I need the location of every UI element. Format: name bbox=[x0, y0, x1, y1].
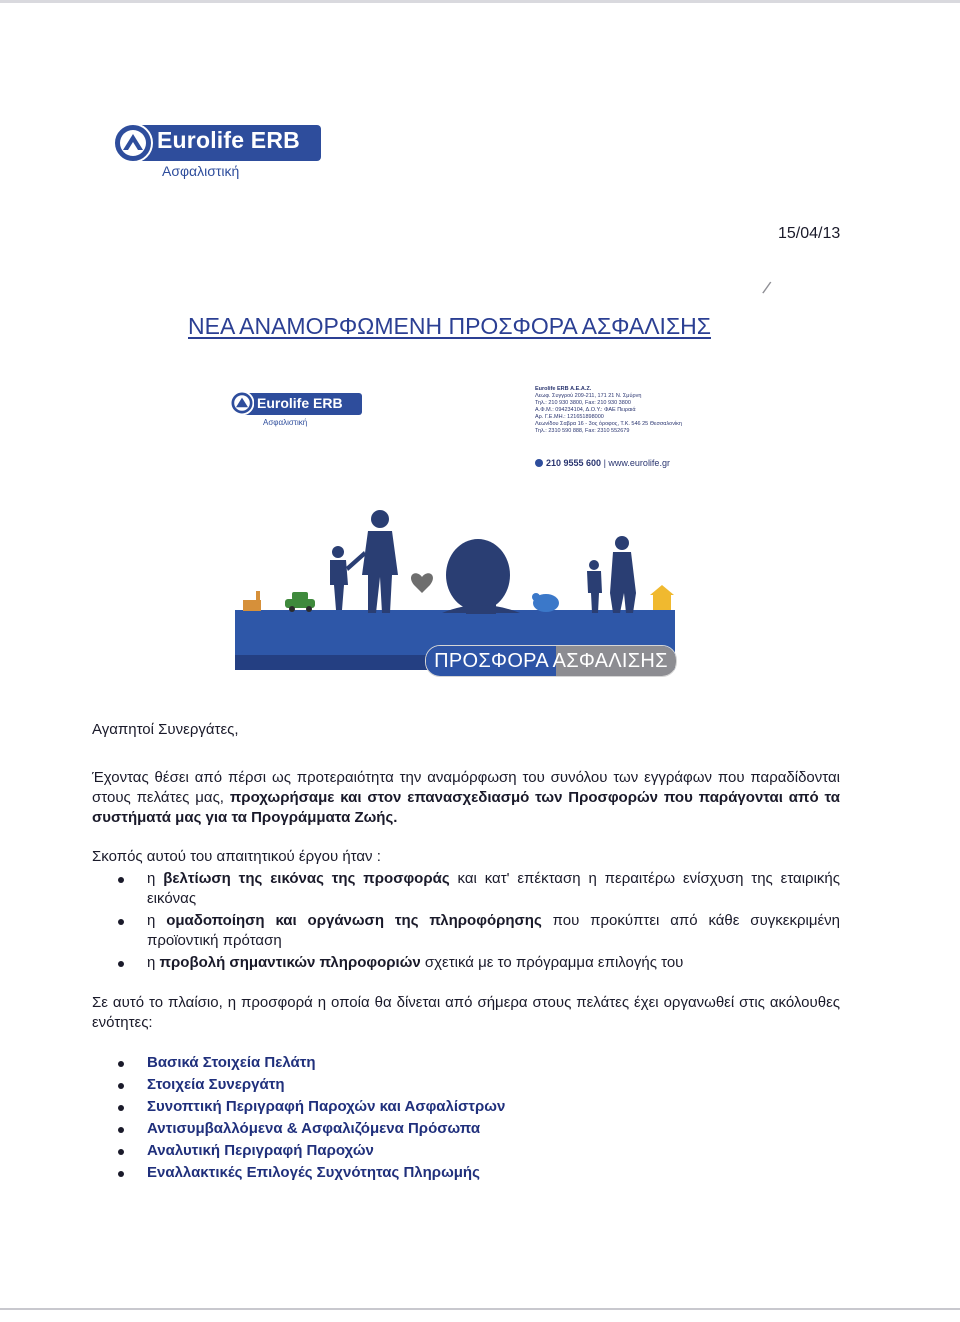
section-label: Εναλλακτικές Επιλογές Συχνότητας Πληρωμής bbox=[147, 1164, 480, 1181]
contact-line: Τηλ.: 210 930 3800, Fax: 210 930 3800 bbox=[535, 400, 631, 406]
document-date: 15/04/13 bbox=[778, 225, 841, 242]
head-silhouette bbox=[442, 539, 520, 614]
mother-child-silhouette bbox=[587, 536, 636, 613]
bullet-icon bbox=[118, 1149, 124, 1155]
bullet-icon bbox=[118, 1127, 124, 1133]
greeting: Αγαπητοί Συνεργάτες, bbox=[92, 721, 239, 738]
list-item bbox=[147, 1163, 847, 1183]
intro-paragraph bbox=[92, 768, 840, 828]
contact-line: Τηλ.: 2310 590 888, Fax: 2310 552679 bbox=[535, 428, 630, 434]
list-item bbox=[147, 1075, 847, 1095]
intro-bold-text: προχωρήσαμε και στον επανασχεδιασμό των Προσφορών που παράγονται από τα συστήματά μας για τα Προγράμματα Ζωής. bbox=[92, 789, 840, 826]
contact-block bbox=[535, 386, 705, 468]
contact-line: Αρ. Γ.Ε.ΜΗ.: 121651898000 bbox=[535, 414, 604, 420]
website-link[interactable]: www.eurolife.gr bbox=[608, 458, 670, 468]
bullet-icon bbox=[118, 961, 124, 967]
bullet-icon bbox=[118, 919, 124, 925]
contact-line: Eurolife ERB Α.Ε.Α.Ζ. bbox=[535, 386, 592, 392]
list-item bbox=[147, 953, 840, 973]
bullet-icon bbox=[118, 877, 124, 883]
logo-subtitle: Ασφαλιστική bbox=[162, 163, 240, 179]
scope-title: Σκοπός αυτού του απαιτητικού έργου ήταν : bbox=[92, 848, 381, 865]
list-item bbox=[147, 1053, 847, 1073]
car-icon bbox=[285, 592, 315, 612]
scan-edge-bottom bbox=[0, 1308, 960, 1310]
eurolife-emblem-icon bbox=[113, 123, 153, 163]
section-label: Στοιχεία Συνεργάτη bbox=[147, 1076, 285, 1093]
contact-line: Λεωνίδου Σαβρα 16 - 3ος όροφος, Τ.Κ. 546 25 Θεσσαλονίκη bbox=[535, 421, 682, 427]
scan-edge-top bbox=[0, 0, 960, 3]
aims-list bbox=[147, 869, 840, 975]
cover-emblem-icon bbox=[230, 391, 254, 415]
cover-logo-name: Eurolife ERB bbox=[257, 395, 343, 411]
badge-text: ΠΡΟΣΦΟΡΑ ΑΣΦΑΛΙΣΗΣ bbox=[434, 650, 668, 672]
sections-intro-paragraph: Σε αυτό το πλαίσιο, η προσφορά η οποία θα δίνεται από σήμερα στους πελάτες έχει οργανωθεί στις ακόλουθες ενότητες: bbox=[92, 994, 840, 1031]
aim-prefix: η bbox=[147, 912, 167, 929]
phone-number: 210 9555 600 bbox=[546, 458, 602, 468]
aim-rest: και κατ' επέκταση η περαιτέρω ενίσχυση της εταιρικής εικόνας bbox=[147, 870, 840, 907]
brochure-cover bbox=[230, 380, 690, 690]
cover-logo bbox=[230, 390, 365, 432]
father-child-silhouette bbox=[330, 510, 398, 613]
sections-list bbox=[147, 1053, 847, 1185]
list-item bbox=[147, 1097, 847, 1117]
list-item bbox=[147, 869, 840, 909]
aim-bold: προβολή σημαντικών πληροφοριών bbox=[159, 954, 421, 971]
scan-mark: / bbox=[760, 277, 773, 299]
piggy-bank-icon bbox=[532, 593, 559, 612]
list-item bbox=[147, 911, 840, 951]
heart-icon bbox=[411, 573, 433, 593]
bullet-icon bbox=[118, 1171, 124, 1177]
company-logo bbox=[113, 123, 323, 183]
aim-bold: βελτίωση της εικόνας της προσφοράς bbox=[163, 870, 450, 887]
offer-badge bbox=[425, 645, 677, 677]
bullet-icon bbox=[118, 1061, 124, 1067]
aim-rest: σχετικά με το πρόγραμμα επιλογής του bbox=[420, 954, 684, 971]
section-label: Συνοπτική Περιγραφή Παροχών και Ασφαλίστρων bbox=[147, 1098, 506, 1115]
section-label: Βασικά Στοιχεία Πελάτη bbox=[147, 1054, 316, 1071]
contact-separator: | bbox=[603, 458, 609, 468]
bullet-icon bbox=[118, 1105, 124, 1111]
phone-icon bbox=[535, 459, 543, 467]
list-item bbox=[147, 1141, 847, 1161]
intro-text: Έχοντας θέσει από πέρσι ως προτεραιότητα την αναμόρφωση του συνόλου των εγγράφων που παραδίδονται στους πελάτες μας, bbox=[92, 769, 840, 806]
contact-line: Α.Φ.Μ.: 094234104, Δ.Ο.Υ.: ΦΑΕ Πειραιά bbox=[535, 407, 636, 413]
aim-prefix: η bbox=[147, 870, 164, 887]
section-label: Αντισυμβαλλόμενα & Ασφαλιζόμενα Πρόσωπα bbox=[147, 1120, 481, 1137]
page-title: ΝΕΑ ΑΝΑΜΟΡΦΩΜΕΝΗ ΠΡΟΣΦΟΡΑ ΑΣΦΑΛΙΣΗΣ bbox=[188, 313, 711, 339]
logo-name: Eurolife ERB bbox=[157, 127, 300, 153]
section-label: Αναλυτική Περιγραφή Παροχών bbox=[147, 1142, 374, 1159]
aim-rest: που προκύπτει από κάθε συγκεκριμένη προϊοντική πρόταση bbox=[147, 912, 840, 949]
list-item bbox=[147, 1119, 847, 1139]
contact-line: Λεωφ. Συγγρού 209-211, 171 21 Ν. Σμύρνη bbox=[535, 393, 642, 399]
house-icon bbox=[650, 585, 674, 610]
bullet-icon bbox=[118, 1083, 124, 1089]
aim-bold: ομαδοποίηση και οργάνωση της πληροφόρησης bbox=[166, 912, 542, 929]
cover-logo-subtitle: Ασφαλιστική bbox=[263, 418, 308, 427]
contact-phone-row bbox=[535, 458, 670, 468]
aim-prefix: η bbox=[147, 954, 160, 971]
factory-icon bbox=[243, 591, 261, 611]
